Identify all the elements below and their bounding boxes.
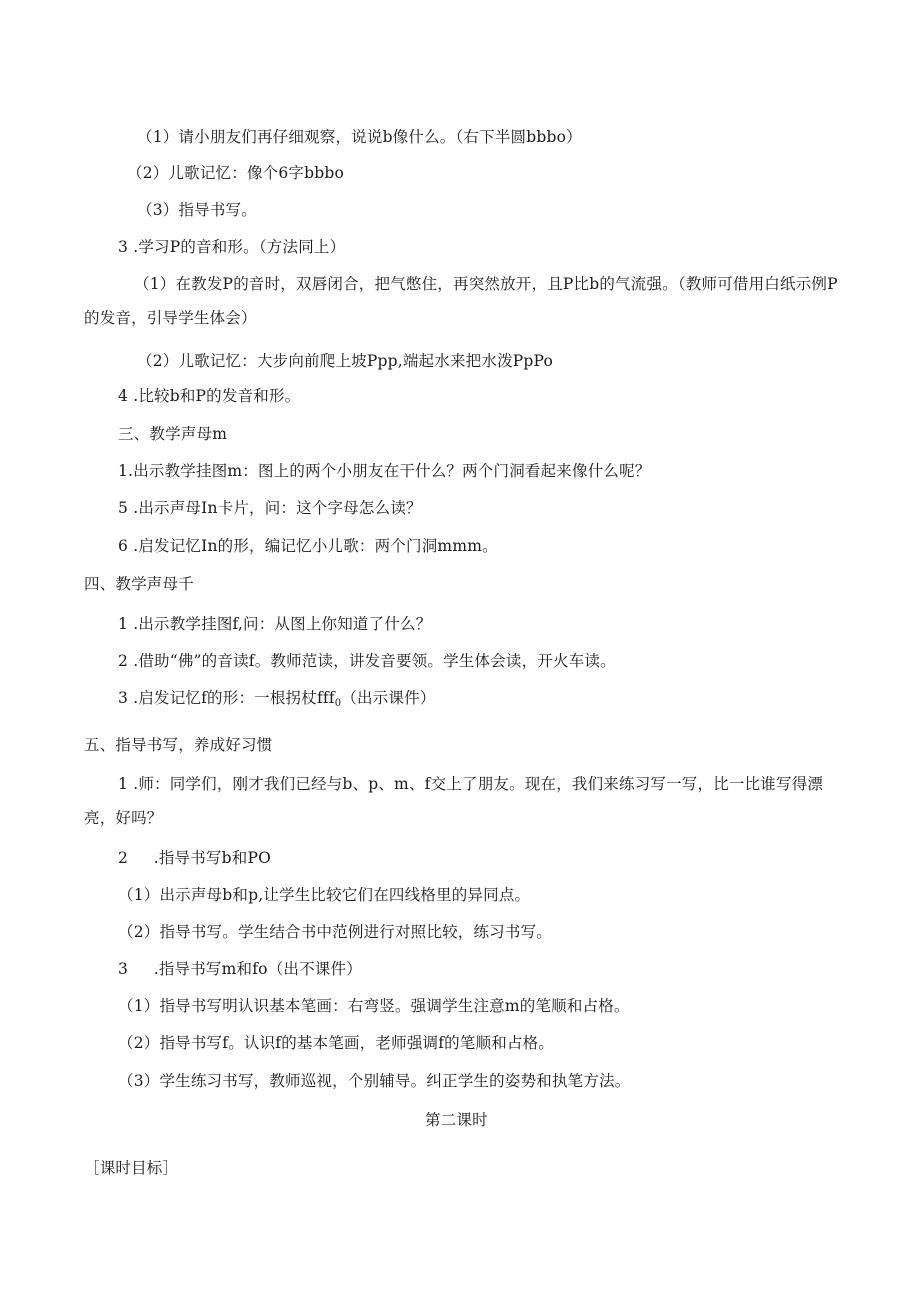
text-paragraph-5: （1）在教发P的音时，双唇闭合，把气憋住，再突然放开，且P比b的气流强。（教师可借用白纸示例P的发音，引导学生体会）	[84, 275, 838, 327]
section-title-lesson-2: 第二课时	[425, 1111, 488, 1129]
text-line-15-main: 3 .启发记忆f的形：一根拐杖fff	[118, 689, 335, 707]
section-heading-4: 四、教学声母千	[84, 575, 194, 593]
text-line-21: （1）出示声母b和p,让学生比较它们在四线格里的异同点。	[118, 886, 531, 904]
text-line-3: （3）指导书写。	[137, 201, 257, 219]
text-line-22: （2）指导书写。学生结合书中范例进行对照比较，练习书写。	[118, 923, 552, 941]
text-line-6: （2）儿歌记忆：大步向前爬上坡Ppp,端起水来把水泼PpPo	[137, 352, 554, 370]
text-line-11: 6 .启发记忆In的形，编记忆小儿歌：两个门洞mmm。	[118, 537, 498, 555]
text-paragraph-19: 1 .师：同学们，刚才我们已经与b、p、m、f交上了朋友。现在，我们来练习写一写，比一比谁写得漂亮，好吗？	[84, 775, 824, 827]
text-line-2: （2）儿歌记忆：像个6字bbbo	[127, 164, 345, 182]
text-line-1: （1）请小朋友们再仔细观察，说说b像什么。（右下半圆bbbo）	[137, 128, 582, 146]
text-line-24: （1）指导书写明认识基本笔画：右弯竖。强调学生注意m的笔顺和占格。	[118, 997, 630, 1015]
subscript-zero: 0	[334, 698, 342, 709]
section-heading-3: 三、教学声母m	[118, 425, 228, 443]
text-line-20: 2 .指导书写b和PO	[118, 849, 271, 867]
text-line-14: 2 .借助“佛”的音读f。教师范读，讲发音要领。学生体会读，开火车读。	[118, 652, 616, 670]
text-line-15-tail: （出示课件）	[341, 689, 436, 707]
text-line-4: 3 .学习P的音和形。（方法同上）	[118, 238, 346, 256]
lesson-goal-heading: ［课时目标］	[84, 1159, 179, 1177]
text-line-10: 5 .出示声母In卡片，问：这个字母怎么读？	[118, 499, 422, 517]
text-line-26: （3）学生练习书写，教师巡视，个别辅导。纠正学生的姿势和执笔方法。	[118, 1072, 631, 1090]
text-line-23: 3 .指导书写m和fo（出不课件）	[118, 960, 362, 978]
section-heading-5: 五、指导书写，养成好习惯	[84, 736, 273, 754]
text-line-7: 4 .比较b和P的发音和形。	[118, 387, 301, 405]
text-line-25: （2）指导书写f。认识f的基本笔画，老师强调f的笔顺和占格。	[118, 1034, 555, 1052]
text-line-13: 1 .出示教学挂图f,问：从图上你知道了什么？	[118, 615, 432, 633]
text-line-15	[118, 688, 436, 714]
text-line-9: 1.出示教学挂图m：图上的两个小朋友在干什么？两个门洞看起来像什么呢？	[118, 462, 651, 480]
